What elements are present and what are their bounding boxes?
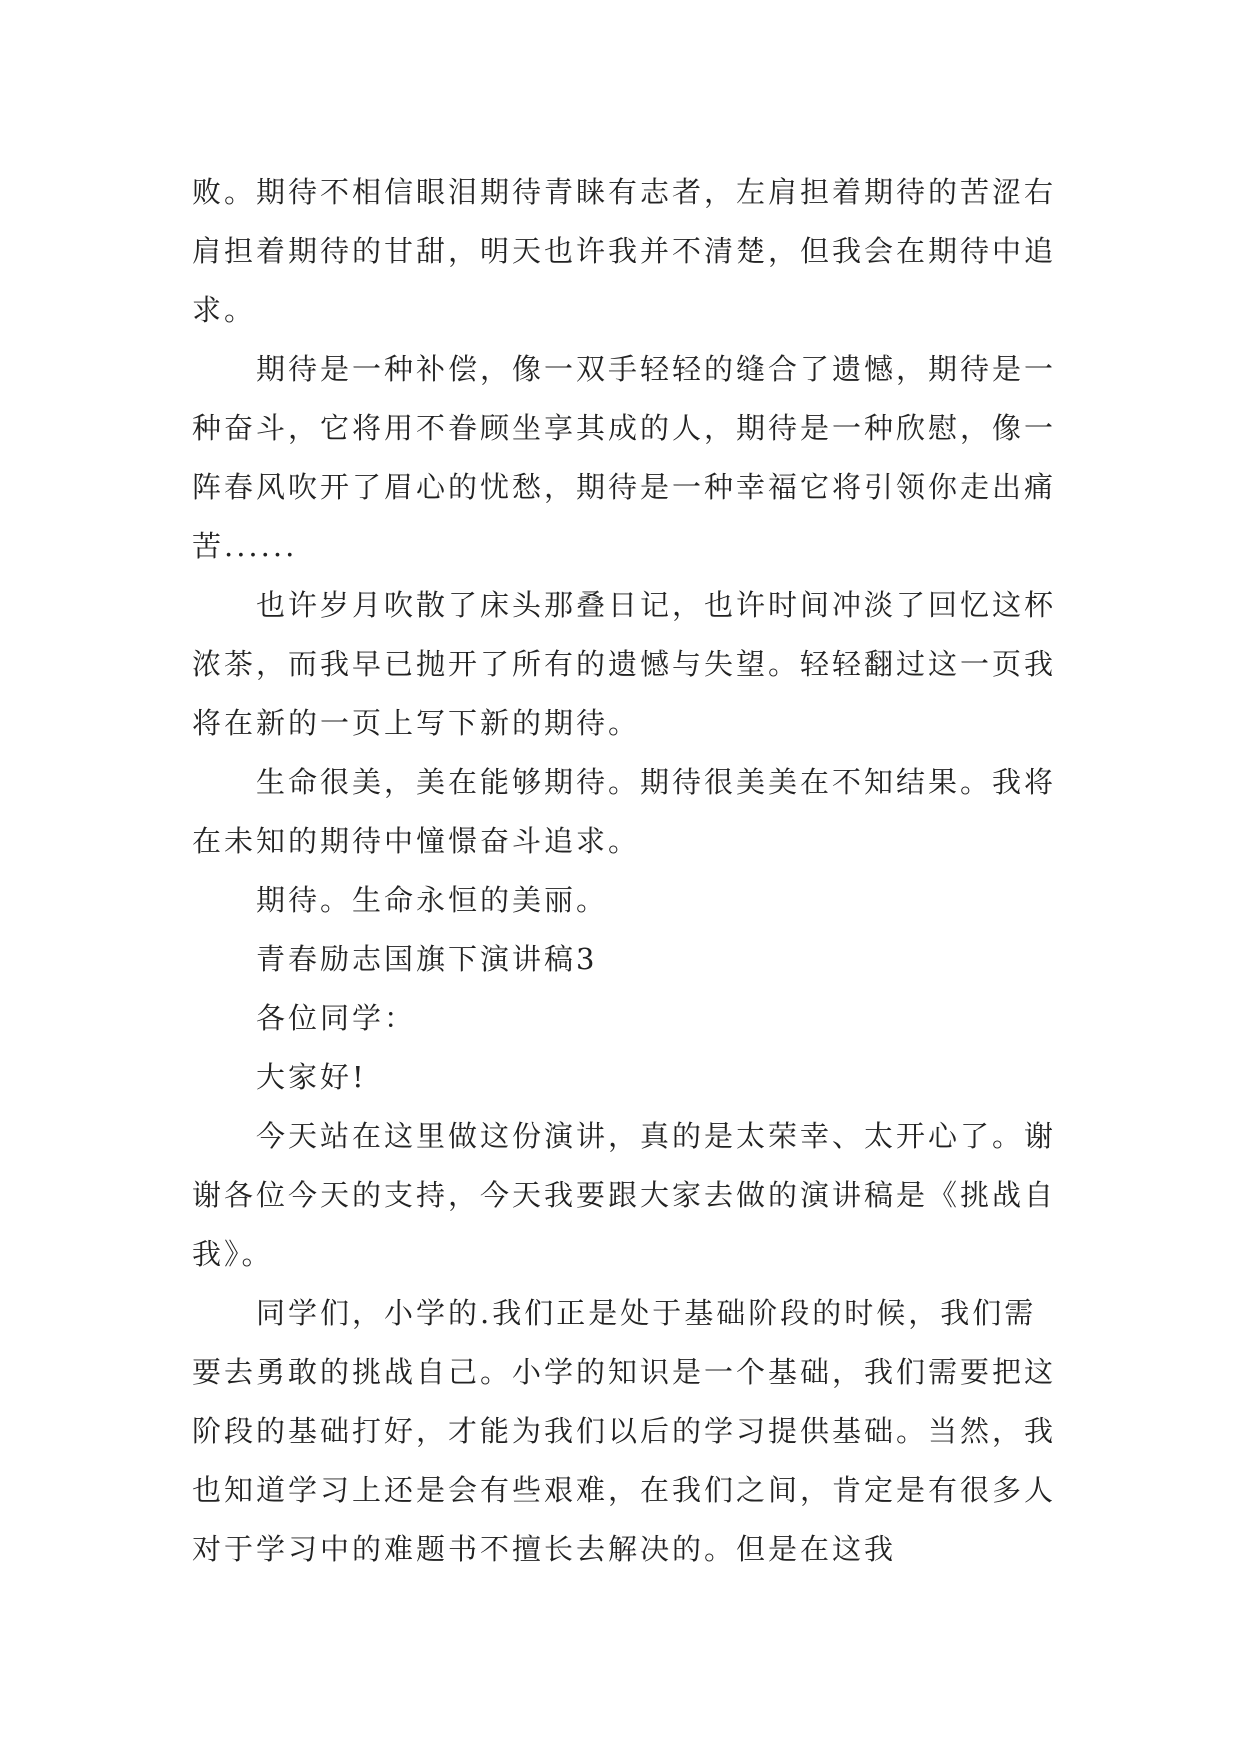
paragraph: 期待是一种补偿，像一双手轻轻的缝合了遗憾，期待是一种奋斗，它将用不眷顾坐享其成的人，期待是一种欣慰，像一阵春风吹开了眉心的忧愁，期待是一种幸福它将引领你走出痛苦...... [192,352,1057,563]
greeting: 大家好! [256,1060,367,1094]
paragraph: 期待。生命永恒的美丽。 [256,883,609,917]
document-body [192,163,1062,1579]
salutation: 各位同学： [256,1001,417,1035]
paragraph: 也许岁月吹散了床头那叠日记，也许时间冲淡了回忆这杯浓茶，而我早已抛开了所有的遗憾与失望。轻轻翻过这一页我将在新的一页上写下新的期待。 [192,588,1057,740]
section-heading: 青春励志国旗下演讲稿3 [256,942,598,976]
paragraph: 同学们，小学的.我们正是处于基础阶段的时候，我们需要去勇敢的挑战自己。小学的知识是一个基础，我们需要把这阶段的基础打好，才能为我们以后的学习提供基础。当然，我也知道学习上还是会有些艰难，在我们之间，肯定是有很多人对于学习中的难题书不擅长去解决的。但是在这我 [192,1296,1057,1566]
paragraph: 败。期待不相信眼泪期待青睐有志者，左肩担着期待的苦涩右肩担着期待的甘甜，明天也许我并不清楚，但我会在期待中追求。 [192,175,1057,327]
paragraph: 生命很美，美在能够期待。期待很美美在不知结果。我将在未知的期待中憧憬奋斗追求。 [192,765,1057,858]
paragraph: 今天站在这里做这份演讲，真的是太荣幸、太开心了。谢谢各位今天的支持，今天我要跟大家去做的演讲稿是《挑战自我》。 [192,1119,1057,1271]
